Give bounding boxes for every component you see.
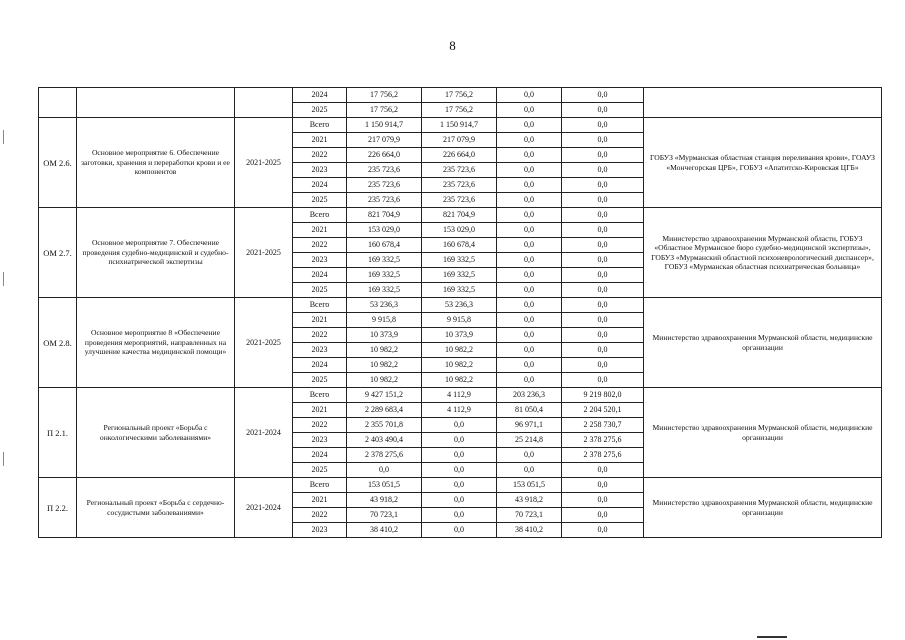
year-cell: 2022 <box>293 418 347 433</box>
amount-cell: 0,0 <box>497 133 562 148</box>
amount-cell: 821 704,9 <box>347 208 422 223</box>
year-cell: 2025 <box>293 193 347 208</box>
amount-cell: 2 355 701,8 <box>347 418 422 433</box>
executors-cell: ГОБУЗ «Мурманская областная станция переливания крови», ГОАУЗ «Мончегорская ЦРБ», ГОБУЗ «Апатитско-Кировская ЦГБ» <box>644 118 882 208</box>
table-row <box>39 478 882 493</box>
amount-cell: 2 258 730,7 <box>562 418 644 433</box>
amount-cell: 0,0 <box>422 433 497 448</box>
event-code-cell: ОМ 2.6. <box>39 118 77 208</box>
amount-cell: 169 332,5 <box>422 283 497 298</box>
amount-cell: 0,0 <box>497 118 562 133</box>
margin-mark <box>3 130 4 144</box>
executors-cell: Министерство здравоохранения Мурманской области, медицинские организации <box>644 388 882 478</box>
amount-cell: 0,0 <box>497 358 562 373</box>
amount-cell: 235 723,6 <box>347 163 422 178</box>
amount-cell: 9 219 802,0 <box>562 388 644 403</box>
amount-cell: 0,0 <box>562 238 644 253</box>
amount-cell: 217 079,9 <box>422 133 497 148</box>
amount-cell: 0,0 <box>562 193 644 208</box>
amount-cell: 0,0 <box>562 463 644 478</box>
amount-cell: 0,0 <box>497 193 562 208</box>
event-name-cell: Основное мероприятие 7. Обеспечение проведения судебно-медицинской и судебно-психиатрической экспертизы <box>77 208 235 298</box>
amount-cell: 0,0 <box>497 313 562 328</box>
year-cell: 2021 <box>293 403 347 418</box>
amount-cell: 0,0 <box>497 223 562 238</box>
amount-cell: 4 112,9 <box>422 388 497 403</box>
year-cell: 2024 <box>293 178 347 193</box>
table-row <box>39 388 882 403</box>
amount-cell: 0,0 <box>497 343 562 358</box>
amount-cell: 203 236,3 <box>497 388 562 403</box>
amount-cell: 0,0 <box>562 148 644 163</box>
amount-cell: 169 332,5 <box>347 283 422 298</box>
year-cell: Всего <box>293 298 347 313</box>
year-cell: 2023 <box>293 523 347 538</box>
event-name-cell: Основное мероприятие 8 «Обеспечение проведения мероприятий, направленных на улучшение качества медицинской помощи» <box>77 298 235 388</box>
amount-cell: 0,0 <box>562 253 644 268</box>
year-cell: Всего <box>293 208 347 223</box>
amount-cell: 153 029,0 <box>347 223 422 238</box>
table-row <box>39 118 882 133</box>
year-cell: 2023 <box>293 433 347 448</box>
amount-cell: 4 112,9 <box>422 403 497 418</box>
amount-cell: 169 332,5 <box>422 253 497 268</box>
executors-cell: Министерство здравоохранения Мурманской области, медицинские организации <box>644 478 882 538</box>
amount-cell: 0,0 <box>497 148 562 163</box>
amount-cell: 226 664,0 <box>422 148 497 163</box>
amount-cell: 9 915,8 <box>422 313 497 328</box>
amount-cell: 96 971,1 <box>497 418 562 433</box>
amount-cell: 53 236,3 <box>422 298 497 313</box>
year-cell: Всего <box>293 118 347 133</box>
margin-mark <box>3 272 4 286</box>
amount-cell: 226 664,0 <box>347 148 422 163</box>
amount-cell: 0,0 <box>562 358 644 373</box>
event-name-cell <box>77 88 235 118</box>
year-cell: 2022 <box>293 328 347 343</box>
amount-cell: 235 723,6 <box>422 163 497 178</box>
amount-cell: 0,0 <box>422 523 497 538</box>
amount-cell: 0,0 <box>562 343 644 358</box>
amount-cell: 0,0 <box>562 163 644 178</box>
amount-cell: 10 982,2 <box>422 343 497 358</box>
amount-cell: 0,0 <box>422 448 497 463</box>
amount-cell: 2 289 683,4 <box>347 403 422 418</box>
amount-cell: 10 982,2 <box>422 358 497 373</box>
amount-cell: 0,0 <box>562 478 644 493</box>
year-cell: 2024 <box>293 268 347 283</box>
year-cell: 2025 <box>293 373 347 388</box>
amount-cell: 0,0 <box>497 268 562 283</box>
amount-cell: 0,0 <box>562 88 644 103</box>
event-code-cell: П 2.1. <box>39 388 77 478</box>
year-cell: 2022 <box>293 238 347 253</box>
amount-cell: 160 678,4 <box>347 238 422 253</box>
amount-cell: 0,0 <box>422 478 497 493</box>
amount-cell: 0,0 <box>497 88 562 103</box>
amount-cell: 0,0 <box>562 283 644 298</box>
amount-cell: 17 756,2 <box>422 103 497 118</box>
event-period-cell: 2021-2024 <box>235 478 293 538</box>
amount-cell: 10 982,2 <box>347 343 422 358</box>
year-cell: 2023 <box>293 343 347 358</box>
executors-cell: Министерство здравоохранения Мурманской области, медицинские организации <box>644 298 882 388</box>
amount-cell: 0,0 <box>562 268 644 283</box>
amount-cell: 0,0 <box>562 118 644 133</box>
amount-cell: 0,0 <box>497 208 562 223</box>
table-row <box>39 208 882 223</box>
amount-cell: 0,0 <box>497 298 562 313</box>
amount-cell: 1 150 914,7 <box>422 118 497 133</box>
year-cell: 2022 <box>293 148 347 163</box>
amount-cell: 0,0 <box>347 463 422 478</box>
year-cell: 2021 <box>293 133 347 148</box>
amount-cell: 153 029,0 <box>422 223 497 238</box>
amount-cell: 0,0 <box>562 493 644 508</box>
amount-cell: 70 723,1 <box>497 508 562 523</box>
year-cell: 2025 <box>293 463 347 478</box>
amount-cell: 2 204 520,1 <box>562 403 644 418</box>
amount-cell: 235 723,6 <box>422 193 497 208</box>
amount-cell: 153 051,5 <box>347 478 422 493</box>
amount-cell: 17 756,2 <box>347 88 422 103</box>
amount-cell: 2 378 275,6 <box>562 433 644 448</box>
event-period-cell: 2021-2025 <box>235 298 293 388</box>
year-cell: 2024 <box>293 448 347 463</box>
year-cell: 2021 <box>293 493 347 508</box>
year-cell: 2021 <box>293 313 347 328</box>
event-name-cell: Основное мероприятие 6. Обеспечение заготовки, хранения и переработки крови и ее компонентов <box>77 118 235 208</box>
amount-cell: 0,0 <box>497 463 562 478</box>
amount-cell: 821 704,9 <box>422 208 497 223</box>
amount-cell: 169 332,5 <box>347 253 422 268</box>
amount-cell: 169 332,5 <box>422 268 497 283</box>
amount-cell: 0,0 <box>562 508 644 523</box>
amount-cell: 0,0 <box>422 493 497 508</box>
amount-cell: 9 427 151,2 <box>347 388 422 403</box>
amount-cell: 0,0 <box>497 328 562 343</box>
amount-cell: 38 410,2 <box>497 523 562 538</box>
amount-cell: 0,0 <box>562 103 644 118</box>
event-code-cell: П 2.2. <box>39 478 77 538</box>
amount-cell: 53 236,3 <box>347 298 422 313</box>
amount-cell: 0,0 <box>497 448 562 463</box>
event-code-cell: ОМ 2.8. <box>39 298 77 388</box>
amount-cell: 169 332,5 <box>347 268 422 283</box>
amount-cell: 0,0 <box>562 298 644 313</box>
amount-cell: 1 150 914,7 <box>347 118 422 133</box>
amount-cell: 0,0 <box>497 178 562 193</box>
event-period-cell: 2021-2024 <box>235 388 293 478</box>
amount-cell: 2 378 275,6 <box>562 448 644 463</box>
event-period-cell <box>235 88 293 118</box>
executors-cell <box>644 88 882 118</box>
year-cell: Всего <box>293 478 347 493</box>
amount-cell: 43 918,2 <box>347 493 422 508</box>
amount-cell: 235 723,6 <box>422 178 497 193</box>
amount-cell: 10 373,9 <box>422 328 497 343</box>
table-row <box>39 88 882 103</box>
amount-cell: 0,0 <box>422 463 497 478</box>
event-code-cell <box>39 88 77 118</box>
program-funding-table <box>38 87 882 538</box>
amount-cell: 10 982,2 <box>422 373 497 388</box>
year-cell: 2021 <box>293 223 347 238</box>
amount-cell: 17 756,2 <box>347 103 422 118</box>
amount-cell: 160 678,4 <box>422 238 497 253</box>
amount-cell: 153 051,5 <box>497 478 562 493</box>
amount-cell: 0,0 <box>562 223 644 238</box>
amount-cell: 0,0 <box>562 133 644 148</box>
executors-cell: Министерство здравоохранения Мурманской области, ГОБУЗ «Областное Мурманское бюро судебно-медицинской экспертизы», ГОБУЗ «Мурманский областной психоневрологический диспансер», ГОБУЗ «Мурманская областная психиатрическая больница» <box>644 208 882 298</box>
year-cell: 2024 <box>293 88 347 103</box>
amount-cell: 0,0 <box>497 373 562 388</box>
event-period-cell: 2021-2025 <box>235 208 293 298</box>
amount-cell: 70 723,1 <box>347 508 422 523</box>
page-number: 8 <box>449 38 456 53</box>
year-cell: 2023 <box>293 163 347 178</box>
amount-cell: 0,0 <box>562 178 644 193</box>
amount-cell: 235 723,6 <box>347 193 422 208</box>
amount-cell: 0,0 <box>422 508 497 523</box>
amount-cell: 0,0 <box>562 313 644 328</box>
amount-cell: 0,0 <box>497 103 562 118</box>
year-cell: 2024 <box>293 358 347 373</box>
amount-cell: 10 373,9 <box>347 328 422 343</box>
amount-cell: 0,0 <box>497 283 562 298</box>
amount-cell: 10 982,2 <box>347 373 422 388</box>
amount-cell: 235 723,6 <box>347 178 422 193</box>
table-row <box>39 298 882 313</box>
amount-cell: 0,0 <box>497 238 562 253</box>
event-name-cell: Региональный проект «Борьба с онкологическими заболеваниями» <box>77 388 235 478</box>
margin-mark <box>3 452 4 466</box>
event-name-cell: Региональный проект «Борьба с сердечно-сосудистыми заболеваниями» <box>77 478 235 538</box>
scan-artifact <box>757 636 787 638</box>
amount-cell: 0,0 <box>562 373 644 388</box>
amount-cell: 0,0 <box>497 163 562 178</box>
amount-cell: 2 403 490,4 <box>347 433 422 448</box>
amount-cell: 217 079,9 <box>347 133 422 148</box>
amount-cell: 17 756,2 <box>422 88 497 103</box>
amount-cell: 38 410,2 <box>347 523 422 538</box>
year-cell: 2023 <box>293 253 347 268</box>
year-cell: 2022 <box>293 508 347 523</box>
amount-cell: 0,0 <box>562 208 644 223</box>
event-code-cell: ОМ 2.7. <box>39 208 77 298</box>
year-cell: 2025 <box>293 103 347 118</box>
event-period-cell: 2021-2025 <box>235 118 293 208</box>
amount-cell: 10 982,2 <box>347 358 422 373</box>
year-cell: 2025 <box>293 283 347 298</box>
amount-cell: 0,0 <box>562 328 644 343</box>
amount-cell: 43 918,2 <box>497 493 562 508</box>
year-cell: Всего <box>293 388 347 403</box>
amount-cell: 81 050,4 <box>497 403 562 418</box>
amount-cell: 25 214,8 <box>497 433 562 448</box>
amount-cell: 2 378 275,6 <box>347 448 422 463</box>
amount-cell: 9 915,8 <box>347 313 422 328</box>
amount-cell: 0,0 <box>422 418 497 433</box>
amount-cell: 0,0 <box>497 253 562 268</box>
amount-cell: 0,0 <box>562 523 644 538</box>
